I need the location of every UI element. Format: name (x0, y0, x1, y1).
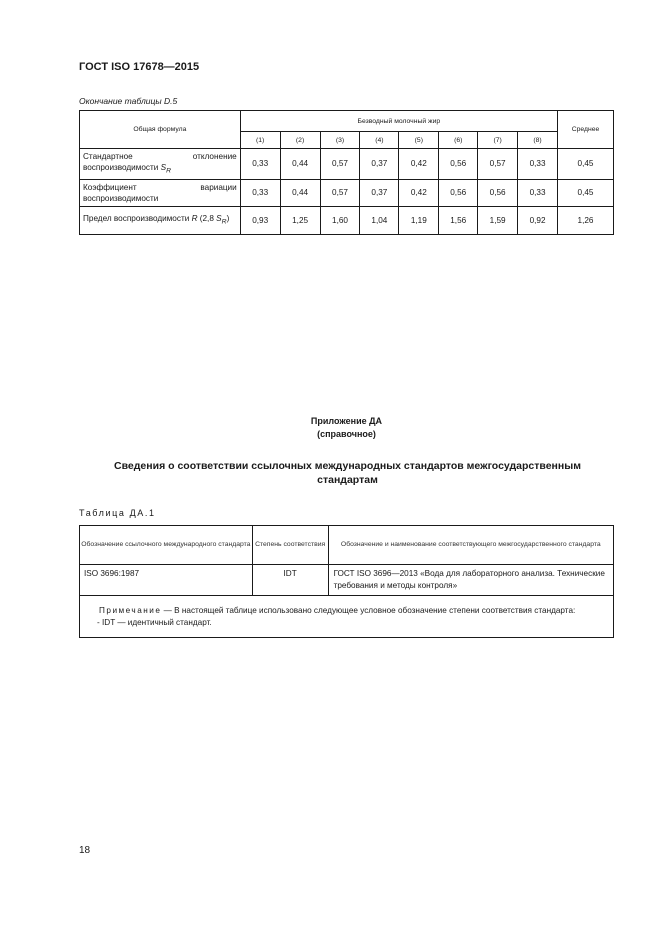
table-continuation-caption: Окончание таблицы D.5 (79, 96, 178, 106)
table-cell: 0,33 (240, 179, 280, 206)
reproducibility-table (79, 110, 614, 235)
note-cell (80, 596, 614, 638)
table-cell: 0,42 (399, 149, 439, 180)
table-row (80, 206, 614, 234)
table-cell: 0,92 (518, 206, 558, 234)
header-formula: Общая формула (80, 111, 241, 149)
header-degree: Степень соответствия (252, 526, 328, 565)
header-col-number: (2) (280, 132, 320, 149)
table-cell: 1,60 (320, 206, 360, 234)
header-col-number: (3) (320, 132, 360, 149)
document-header: ГОСТ ISO 17678—2015 (79, 61, 200, 73)
table-cell-mean: 0,45 (558, 179, 614, 206)
table-cell: 0,37 (360, 179, 399, 206)
table-cell: 0,56 (478, 179, 518, 206)
table-cell: 1,04 (360, 206, 399, 234)
header-col-number: (5) (399, 132, 439, 149)
header-group: Безводный молочный жир (240, 111, 557, 132)
table-cell: 0,56 (439, 179, 478, 206)
table-cell-mean: 0,45 (558, 149, 614, 180)
header-col-number: (6) (439, 132, 478, 149)
table-cell: 0,93 (240, 206, 280, 234)
header-col-number: (8) (518, 132, 558, 149)
row-label: Стандартное отклонение воспроизводимости $S_R$ (80, 149, 241, 180)
header-col-number: (1) (240, 132, 280, 149)
interstate-standard-cell: ГОСТ ISO 3696—2013 «Вода для лабораторного анализа. Технические требования и методы контроля» (328, 565, 613, 596)
table-cell: 0,56 (439, 149, 478, 180)
annex-heading: Сведения о соответствии ссылочных международных стандартов межгосударственным стандартам (114, 460, 581, 486)
table-cell: 1,19 (399, 206, 439, 234)
table-row (80, 179, 614, 206)
row-label: Коэффициент вариации воспроизводимости (80, 179, 241, 206)
note-label: Примечание (99, 605, 162, 615)
table-cell: 0,33 (518, 149, 558, 180)
note-text: — В настоящей таблице использовано следующее условное обозначение степени соответствия стандарта: (161, 605, 576, 615)
ref-standard-cell: ISO 3696:1987 (80, 565, 253, 596)
table-cell: 0,57 (320, 149, 360, 180)
page-number: 18 (79, 845, 91, 856)
table-row (80, 149, 614, 180)
header-interstate-standard: Обозначение и наименование соответствующего межгосударственного стандарта (328, 526, 613, 565)
degree-cell: IDT (252, 565, 328, 596)
note-item: - IDT — идентичный стандарт. (97, 617, 212, 627)
table-cell: 0,33 (518, 179, 558, 206)
note-row (80, 596, 614, 638)
annex-title: Приложение ДА (310, 416, 383, 426)
table-cell: 0,44 (280, 179, 320, 206)
header-col-number: (4) (360, 132, 399, 149)
annex-subtitle: (справочное) (317, 429, 376, 439)
table-cell: 0,57 (320, 179, 360, 206)
correspondence-table (79, 525, 614, 638)
table-label: Таблица ДА.1 (79, 508, 156, 518)
table-cell: 0,42 (399, 179, 439, 206)
table-cell: 0,44 (280, 149, 320, 180)
table-cell: 0,57 (478, 149, 518, 180)
header-col-number: (7) (478, 132, 518, 149)
header-ref-standard: Обозначение ссылочного международного стандарта (80, 526, 253, 565)
row-label: Предел воспроизводимости R (2,8 $S_R$) (80, 206, 241, 234)
table-cell: 0,37 (360, 149, 399, 180)
header-mean: Среднее (558, 111, 614, 149)
table-row (80, 565, 614, 596)
table-cell: 1,56 (439, 206, 478, 234)
table-cell: 1,59 (478, 206, 518, 234)
table-cell: 0,33 (240, 149, 280, 180)
table-cell: 1,25 (280, 206, 320, 234)
table-cell-mean: 1,26 (558, 206, 614, 234)
